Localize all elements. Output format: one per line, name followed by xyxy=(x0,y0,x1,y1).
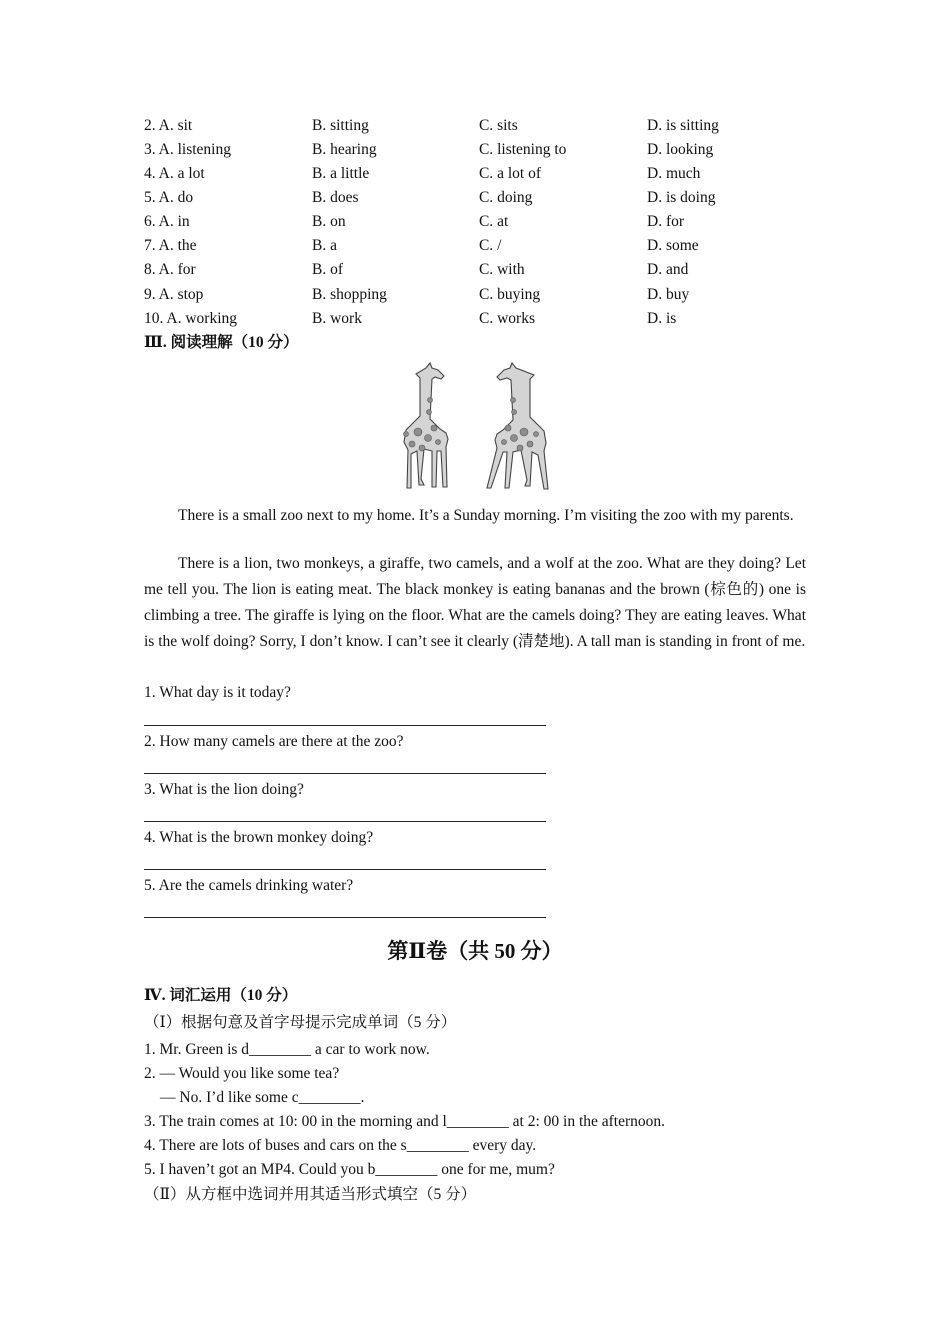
option-c: C. a lot of xyxy=(479,165,541,182)
option-row xyxy=(144,285,806,305)
option-row xyxy=(144,309,806,329)
option-c: C. / xyxy=(479,237,502,254)
option-row xyxy=(144,116,806,136)
reading-paragraph-1: There is a small zoo next to my home. It’s a Sunday morning. I’m visiting the zoo with my parents. xyxy=(178,507,794,524)
option-d: D. is sitting xyxy=(647,117,719,134)
vocab-item: 1. Mr. Green is d________ a car to work now. xyxy=(144,1041,430,1058)
reading-question: 1. What day is it today? xyxy=(144,684,291,701)
option-a: 5. A. do xyxy=(144,189,194,206)
answer-line[interactable] xyxy=(144,821,546,822)
option-c: C. sits xyxy=(479,117,518,134)
option-b: B. on xyxy=(312,213,346,230)
reading-question: 3. What is the lion doing? xyxy=(144,781,304,798)
option-a: 7. A. the xyxy=(144,237,197,254)
option-c: C. doing xyxy=(479,189,533,206)
option-row xyxy=(144,212,806,232)
option-d: D. some xyxy=(647,237,699,254)
answer-line[interactable] xyxy=(144,725,546,726)
option-b: B. does xyxy=(312,189,359,206)
option-a: 8. A. for xyxy=(144,261,196,278)
option-b: B. shopping xyxy=(312,286,387,303)
option-a: 9. A. stop xyxy=(144,286,204,303)
option-d: D. and xyxy=(647,261,689,278)
vocab-subheading-2: （Ⅱ）从方框中选词并用其适当形式填空（5 分） xyxy=(144,1186,477,1203)
option-d: D. buy xyxy=(647,286,690,303)
vocab-heading: Ⅳ. 词汇运用（10 分） xyxy=(144,987,298,1004)
option-a: 4. A. a lot xyxy=(144,165,205,182)
option-row xyxy=(144,236,806,256)
option-b: B. hearing xyxy=(312,141,377,158)
option-a: 6. A. in xyxy=(144,213,190,230)
option-row xyxy=(144,140,806,160)
vocab-item: 2. — Would you like some tea? xyxy=(144,1065,340,1082)
option-c: C. with xyxy=(479,261,525,278)
vocab-subheading-1: （Ⅰ）根据句意及首字母提示完成单词（5 分） xyxy=(144,1014,457,1031)
option-row xyxy=(144,164,806,184)
answer-line[interactable] xyxy=(144,773,546,774)
option-b: B. work xyxy=(312,310,362,327)
vocab-item-reply: — No. I’d like some c________. xyxy=(160,1089,365,1106)
vocab-item: 3. The train comes at 10: 00 in the morning and l________ at 2: 00 in the afternoon. xyxy=(144,1113,666,1130)
part-two-title: 第Ⅱ卷（共 50 分） xyxy=(387,939,563,963)
option-b: B. sitting xyxy=(312,117,369,134)
reading-paragraph-2: There is a lion, two monkeys, a giraffe, two camels, and a wolf at the zoo. What are they doing? Let me tell you. The lion is eating meat. The black monkey is eating bananas and the brown (棕色的) one is climbing a tree. The giraffe is lying on the floor. What are the camels doing? They are eating leaves. What is the wolf doing? Sorry, I don’t know. I can’t see it clearly (清楚地). A tall man is standing in front of me. xyxy=(144,555,806,650)
option-d: D. is xyxy=(647,310,677,327)
vocab-item: 4. There are lots of buses and cars on the s________ every day. xyxy=(144,1137,537,1154)
vocab-item: 5. I haven’t got an MP4. Could you b________ one for me, mum? xyxy=(144,1161,555,1178)
option-c: C. buying xyxy=(479,286,541,303)
option-row xyxy=(144,188,806,208)
answer-line[interactable] xyxy=(144,917,546,918)
reading-heading: Ⅲ. 阅读理解（10 分） xyxy=(144,334,299,351)
option-a: 2. A. sit xyxy=(144,117,193,134)
option-a: 10. A. working xyxy=(144,310,237,327)
option-d: D. is doing xyxy=(647,189,716,206)
option-d: D. for xyxy=(647,213,685,230)
answer-line[interactable] xyxy=(144,869,546,870)
option-row xyxy=(144,260,806,280)
reading-question: 4. What is the brown monkey doing? xyxy=(144,829,374,846)
option-d: D. looking xyxy=(647,141,714,158)
giraffes-illustration xyxy=(388,360,563,500)
option-c: C. listening to xyxy=(479,141,567,158)
reading-question: 5. Are the camels drinking water? xyxy=(144,877,354,894)
option-d: D. much xyxy=(647,165,701,182)
option-a: 3. A. listening xyxy=(144,141,231,158)
option-c: C. at xyxy=(479,213,509,230)
option-b: B. a xyxy=(312,237,337,254)
option-b: B. of xyxy=(312,261,343,278)
reading-question: 2. How many camels are there at the zoo? xyxy=(144,733,404,750)
option-b: B. a little xyxy=(312,165,370,182)
option-c: C. works xyxy=(479,310,535,327)
